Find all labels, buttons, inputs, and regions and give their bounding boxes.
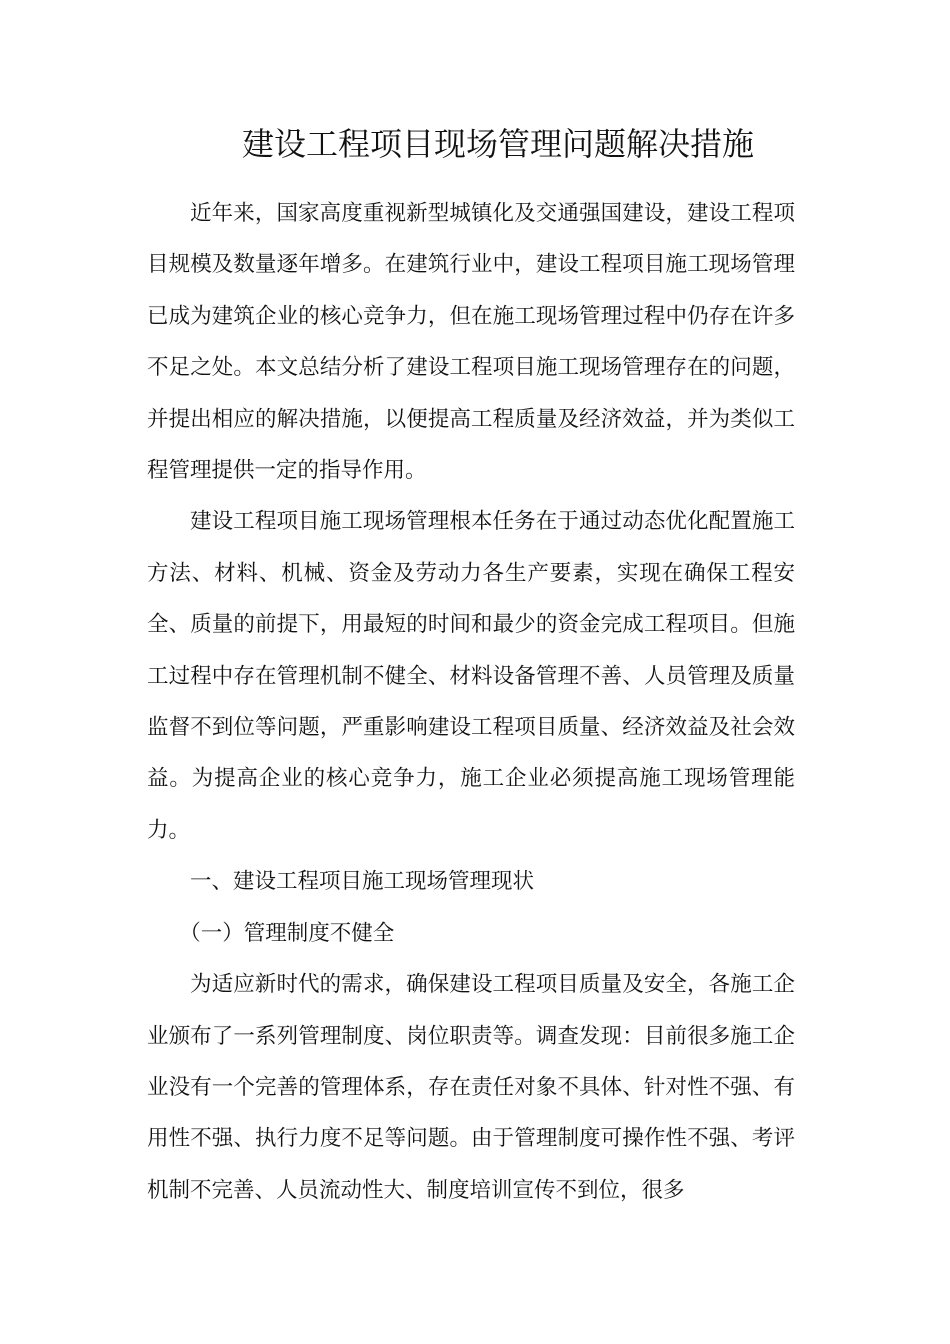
document-title: 建设工程项目现场管理问题解决措施 xyxy=(242,125,755,163)
subsection-paragraph: 为适应新时代的需求，确保建设工程项目质量及安全，各施工企业颁布了一系列管理制度、岗位职责等。调查发现：目前很多施工企业没有一个完善的管理体系，存在责任对象不具体、针对性不强、有用性不强、执行力度不足等问题。由于管理制度可操作性不强、考评机制不完善、人员流动性大、制度培训宣传不到位，很多 xyxy=(147,972,795,1203)
section-heading: 一、建设工程项目施工现场管理现状 xyxy=(190,869,535,895)
subsection-heading: （一）管理制度不健全 xyxy=(179,920,395,946)
task-paragraph: 建设工程项目施工现场管理根本任务在于通过动态优化配置施工方法、材料、机械、资金及劳动力各生产要素，实现在确保工程安全、质量的前提下，用最短的时间和最少的资金完成工程项目。但施工过程中存在管理机制不健全、材料设备管理不善、人员管理及质量监督不到位等问题，严重影响建设工程项目质量、经济效益及社会效益。为提高企业的核心竞争力，施工企业必须提高施工现场管理能力。 xyxy=(147,509,795,843)
document-body xyxy=(147,188,795,1216)
intro-paragraph: 近年来，国家高度重视新型城镇化及交通强国建设，建设工程项目规模及数量逐年增多。在建筑行业中，建设工程项目施工现场管理已成为建筑企业的核心竞争力，但在施工现场管理过程中仍存在许多不足之处。本文总结分析了建设工程项目施工现场管理存在的问题，并提出相应的解决措施，以便提高工程质量及经济效益，并为类似工程管理提供一定的指导作用。 xyxy=(147,201,795,484)
